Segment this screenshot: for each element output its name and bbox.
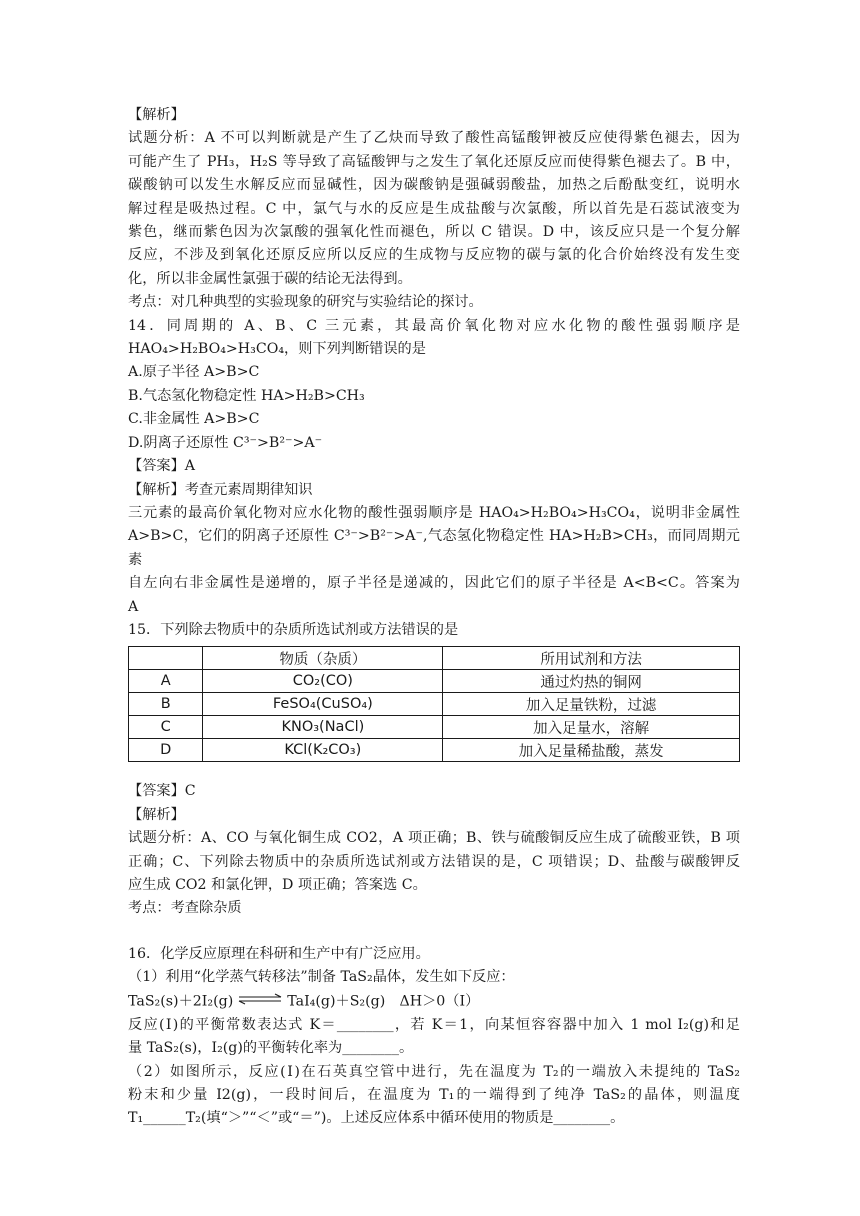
table-cell: CO₂(CO) xyxy=(203,670,443,693)
table-row xyxy=(129,670,740,693)
analysis-line: 反应，不涉及到氧化还原反应所以反应的生成物与反应物的碳与氯的化合价始终没有发生变 xyxy=(128,247,740,264)
analysis-line: 自左向右非金属性是递增的，原子半径是递减的，因此它们的原子半径是 A<B<C。答案为 xyxy=(128,575,740,592)
option-a: A.原子半径 A>B>C xyxy=(128,364,260,381)
answer-14: 【答案】A xyxy=(128,458,195,475)
question-15-stem: 15．下列除去物质中的杂质所选试剂或方法错误的是 xyxy=(128,621,459,638)
analysis-line: 试题分析：A 不可以判断就是产生了乙炔而导致了酸性高锰酸钾被反应使得紫色褪去，因为 xyxy=(128,130,740,147)
table-row xyxy=(129,739,740,762)
spacer xyxy=(128,921,740,943)
analysis-line: 应生成 CO2 和氯化钾，D 项正确；答案选 C。 xyxy=(128,876,427,893)
question-16-stem: 16．化学反应原理在科研和生产中有广泛应用。 xyxy=(128,945,430,962)
question-14-stem: 14．同周期的 A、B、C 三元素，其最高价氧化物对应水化物的酸性强弱顺序是 xyxy=(128,317,740,334)
question-16-line: 量 TaS₂(s)，I₂(g)的平衡转化率为________。 xyxy=(128,1040,414,1057)
analysis-header: 【解析】 xyxy=(128,107,185,123)
table-header-row xyxy=(129,647,740,670)
analysis-line: 三元素的最高价氧化物对应水化物的酸性强弱顺序是 HAO₄>H₂BO₄>H₃CO₄，说明非金属性 xyxy=(128,504,740,521)
question-16-line: （2）如图所示，反应(Ⅰ)在石英真空管中进行，先在温度为 T₂的一端放入未提纯的 TaS₂ xyxy=(128,1063,740,1080)
question-16-line: T₁______T₂(填“＞”“＜”或“＝”)。上述反应体系中循环使用的物质是________。 xyxy=(128,1110,625,1127)
analysis-line: 正确；C、下列除去物质中的杂质所选试剂或方法错误的是，C 项错误；D、盐酸与碳酸钾反 xyxy=(128,853,740,870)
table-row xyxy=(129,693,740,716)
table-cell: D xyxy=(129,739,203,762)
table-cell: C xyxy=(129,716,203,739)
table-row xyxy=(129,716,740,739)
table-header: 物质（杂质） xyxy=(203,647,443,670)
table-cell: 加入足量铁粉，过滤 xyxy=(443,693,740,716)
table-cell: FeSO₄(CuSO₄) xyxy=(203,693,443,716)
question-16-line: 粉末和少量 I2(g)，一段时间后，在温度为 T₁的一端得到了纯净 TaS₂的晶体，则温度 xyxy=(128,1086,740,1103)
analysis-13-body xyxy=(128,127,740,291)
table-header: 所用试剂和方法 xyxy=(443,647,740,670)
question-16-part1: （1）利用“化学蒸气转移法”制备 TaS₂晶体，发生如下反应： xyxy=(128,969,515,986)
question-16-line: 反应(Ⅰ)的平衡常数表达式 K＝________，若 K＝1，向某恒容容器中加入 1 mol I₂(g)和足 xyxy=(128,1016,740,1033)
kaodian-note: 考点：对几种典型的实验现象的研究与实验结论的探讨。 xyxy=(128,294,483,311)
analysis-line: 试题分析：A、CO 与氧化铜生成 CO2，A 项正确；B、铁与硫酸铜反应生成了硫酸亚铁，B 项 xyxy=(128,830,740,847)
analysis-line: 解过程是吸热过程。C 中，氯气与水的反应是生成盐酸与次氯酸，所以首先是石蕊试液变为 xyxy=(128,200,740,217)
document-page xyxy=(128,104,740,1131)
analysis-14-header: 【解析】考查元素周期律知识 xyxy=(128,481,313,498)
table-cell: B xyxy=(129,693,203,716)
kaodian-note: 考点：考查除杂质 xyxy=(128,900,242,917)
analysis-line: A>B>C，它们的阴离子还原性 C³⁻>B²⁻>A⁻,气态氢化物稳定性 HA>H₂B>CH₃，而同周期元素 xyxy=(128,528,740,568)
analysis-line: 可能产生了 PH₃，H₂S 等导致了高锰酸钾与之发生了氧化还原反应而使得紫色褪去了。B 中， xyxy=(128,153,740,170)
option-b: B.气态氢化物稳定性 HA>H₂B>CH₃ xyxy=(128,387,365,404)
table-cell: KNO₃(NaCl) xyxy=(203,716,443,739)
answer-15: 【答案】C xyxy=(128,783,196,800)
option-c: C.非金属性 A>B>C xyxy=(128,411,260,428)
equation-products: TaI₄(g)＋S₂(g) ΔH＞0（Ⅰ） xyxy=(287,993,480,1010)
analysis-line: 碳酸钠可以发生水解反应而显碱性，因为碳酸钠是强碱弱酸盐，加热之后酚酞变红，说明水 xyxy=(128,177,740,194)
table-cell: A xyxy=(129,670,203,693)
equation-reactants: TaS₂(s)＋2I₂(g) xyxy=(128,993,234,1010)
analysis-15-header: 【解析】 xyxy=(128,806,185,823)
impurity-table xyxy=(128,646,740,762)
equilibrium-arrow-icon xyxy=(237,990,283,1013)
question-14-stem-cont: HAO₄>H₂BO₄>H₃CO₄，则下列判断错误的是 xyxy=(128,341,426,358)
option-d: D.阴离子还原性 C³⁻>B²⁻>A⁻ xyxy=(128,434,323,451)
analysis-line: 化，所以非金属性氯强于碳的结论无法得到。 xyxy=(128,270,412,287)
analysis-line: A xyxy=(128,598,139,615)
table-cell: 加入足量水，溶解 xyxy=(443,716,740,739)
table-header xyxy=(129,647,203,670)
reaction-equation xyxy=(128,990,740,1014)
analysis-line: 紫色，继而紫色因为次氯酸的强氧化性而褪色，所以 C 错误。D 中，该反应只是一个复分解 xyxy=(128,224,740,241)
table-cell: 通过灼热的铜网 xyxy=(443,670,740,693)
table-cell: KCl(K₂CO₃) xyxy=(203,739,443,762)
spacer xyxy=(128,768,740,780)
table-cell: 加入足量稀盐酸，蒸发 xyxy=(443,739,740,762)
